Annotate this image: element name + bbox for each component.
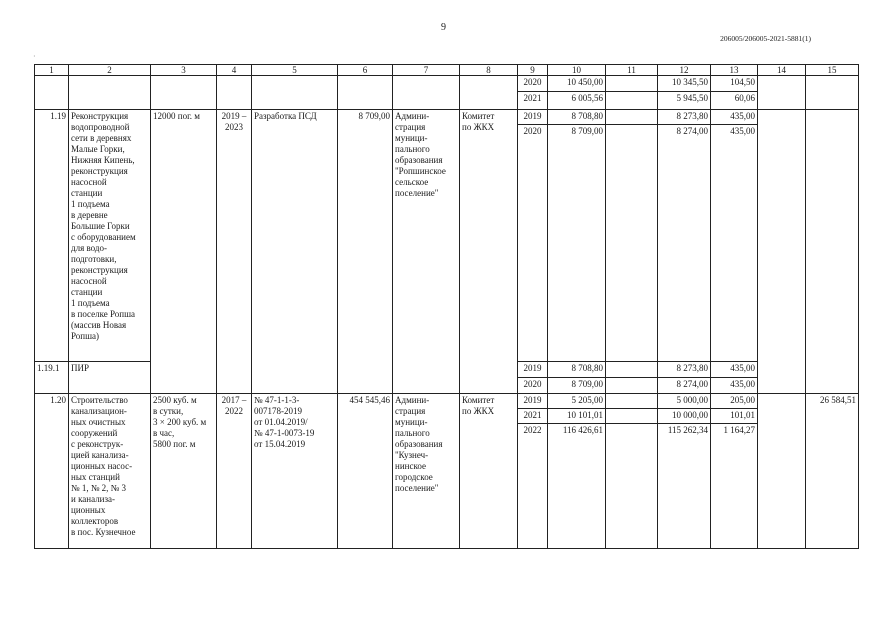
federal-cell <box>606 378 658 394</box>
table-row <box>35 110 859 125</box>
item-years: 2017 – 2022 <box>217 394 252 549</box>
col-header: 15 <box>806 65 859 76</box>
total-cell: 10 101,01 <box>548 409 606 424</box>
federal-cell <box>606 76 658 92</box>
item-document: № 47-1-1-3- 007178-2019 от 01.04.2019/ № 47-1-0073-19 от 15.04.2019 <box>252 394 338 549</box>
table-row <box>35 394 859 409</box>
empty-cell <box>758 76 806 110</box>
col-header: 13 <box>711 65 758 76</box>
empty-cell <box>35 76 69 110</box>
column-number-row <box>35 65 859 76</box>
empty-cell <box>393 76 460 110</box>
item-number: 1.19.1 <box>35 362 69 394</box>
empty-cell <box>151 76 217 110</box>
total-cell: 10 450,00 <box>548 76 606 92</box>
program-table <box>34 64 859 549</box>
regional-cell: 8 273,80 <box>658 362 711 378</box>
total-cell: 8 709,00 <box>548 378 606 394</box>
regional-cell: 115 262,34 <box>658 424 711 549</box>
item-document: Разработка ПСД <box>252 110 338 394</box>
regional-cell: 8 273,80 <box>658 110 711 125</box>
item-capacity: 12000 пог. м <box>151 110 217 394</box>
item-customer: Комитет по ЖКХ <box>460 394 518 549</box>
empty-cell <box>758 110 806 394</box>
year-cell: 2021 <box>518 92 548 110</box>
page-number: 9 <box>441 22 446 33</box>
year-cell: 2020 <box>518 125 548 362</box>
col-header: 9 <box>518 65 548 76</box>
item-number: 1.20 <box>35 394 69 549</box>
item-customer: Комитет по ЖКХ <box>460 110 518 394</box>
regional-cell: 8 274,00 <box>658 378 711 394</box>
empty-cell <box>69 76 151 110</box>
year-cell: 2020 <box>518 378 548 394</box>
federal-cell <box>606 424 658 549</box>
year-cell: 2022 <box>518 424 548 549</box>
col-header: 6 <box>338 65 393 76</box>
empty-cell <box>460 76 518 110</box>
federal-cell <box>606 125 658 362</box>
year-cell: 2021 <box>518 409 548 424</box>
total-cell: 8 709,00 <box>548 125 606 362</box>
local-cell: 1 164,27 <box>711 424 758 549</box>
col-header: 8 <box>460 65 518 76</box>
empty-cell <box>806 76 859 110</box>
margin-mark: · <box>33 52 36 61</box>
local-cell: 101,01 <box>711 409 758 424</box>
table-row <box>35 76 859 92</box>
total-cell: 6 005,56 <box>548 92 606 110</box>
total-cell: 116 426,61 <box>548 424 606 549</box>
item-col15: 26 584,51 <box>806 394 859 549</box>
year-cell: 2019 <box>518 362 548 378</box>
item-years: 2019 – 2023 <box>217 110 252 394</box>
col-header: 7 <box>393 65 460 76</box>
col-header: 3 <box>151 65 217 76</box>
col-header: 4 <box>217 65 252 76</box>
col-header: 11 <box>606 65 658 76</box>
col-header: 14 <box>758 65 806 76</box>
local-cell: 104,50 <box>711 76 758 92</box>
local-cell: 435,00 <box>711 125 758 362</box>
regional-cell: 10 000,00 <box>658 409 711 424</box>
year-cell: 2019 <box>518 394 548 409</box>
year-cell: 2020 <box>518 76 548 92</box>
local-cell: 60,06 <box>711 92 758 110</box>
regional-cell: 10 345,50 <box>658 76 711 92</box>
empty-cell <box>758 394 806 549</box>
col-header: 5 <box>252 65 338 76</box>
regional-cell: 5 000,00 <box>658 394 711 409</box>
item-capacity: 2500 куб. м в сутки, 3 × 200 куб. м в час, 5800 пог. м <box>151 394 217 549</box>
local-cell: 435,00 <box>711 362 758 378</box>
local-cell: 435,00 <box>711 110 758 125</box>
local-cell: 435,00 <box>711 378 758 394</box>
item-name: ПИР <box>69 362 151 394</box>
empty-cell <box>806 110 859 394</box>
total-cell: 8 708,80 <box>548 110 606 125</box>
col-header: 2 <box>69 65 151 76</box>
empty-cell <box>338 76 393 110</box>
item-number: 1.19 <box>35 110 69 362</box>
item-executor: Админи- страция муници- пального образования "Кузнеч- нинское городское поселение" <box>393 394 460 549</box>
item-cost: 454 545,46 <box>338 394 393 549</box>
total-cell: 8 708,80 <box>548 362 606 378</box>
item-cost: 8 709,00 <box>338 110 393 394</box>
regional-cell: 5 945,50 <box>658 92 711 110</box>
item-name: Строительство канализацион- ных очистных сооружений с реконструк- цией канализа- ционных насос- ных станций № 1, № 2, № 3 и канализа- ционных коллекторов в пос. Кузнечное <box>69 394 151 549</box>
federal-cell <box>606 92 658 110</box>
empty-cell <box>252 76 338 110</box>
regional-cell: 8 274,00 <box>658 125 711 362</box>
item-executor: Админи- страция муници- пального образования "Ропшинское сельское поселение" <box>393 110 460 394</box>
document-id: 206005/206005-2021-5881(1) <box>720 34 811 43</box>
col-header: 10 <box>548 65 606 76</box>
federal-cell <box>606 394 658 409</box>
local-cell: 205,00 <box>711 394 758 409</box>
col-header: 12 <box>658 65 711 76</box>
year-cell: 2019 <box>518 110 548 125</box>
federal-cell <box>606 110 658 125</box>
col-header: 1 <box>35 65 69 76</box>
federal-cell <box>606 362 658 378</box>
item-name: Реконструкция водопроводной сети в деревнях Малые Горки, Нижняя Кипень, реконструкция насосной станции 1 подъема в деревне Большие Горки с оборудованием для водо- подготовки, реконструкция насосной станции 1 подъема в поселке Ропша (массив Новая Ропша) <box>69 110 151 362</box>
empty-cell <box>217 76 252 110</box>
total-cell: 5 205,00 <box>548 394 606 409</box>
federal-cell <box>606 409 658 424</box>
